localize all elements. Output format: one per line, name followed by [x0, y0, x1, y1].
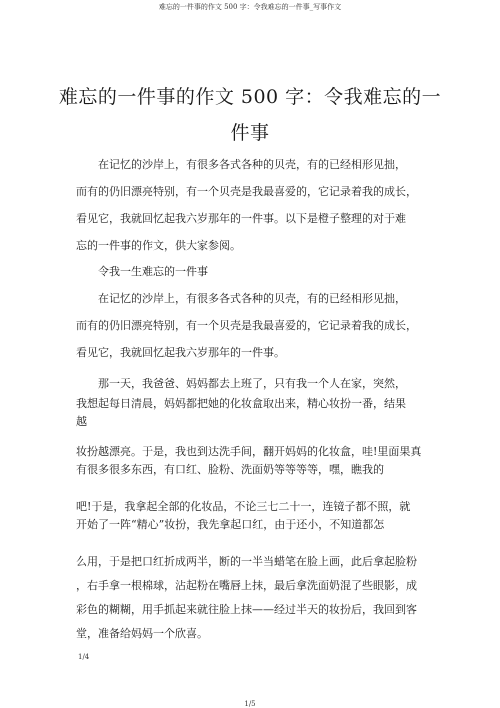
para1-line-1: 在记忆的沙岸上，有很多各式各种的贝壳，有的已经相形见拙，	[98, 292, 406, 305]
title-line-2: 件事	[230, 122, 270, 144]
intro-line-4: 忘的一件事的作文，供大家参阅。	[76, 239, 241, 252]
para1-line-2: 而有的仍旧漂亮特别，有一个贝壳是我最喜爱的，它记录着我的成长，	[76, 319, 417, 332]
para2-line-1: 那一天，我爸爸、妈妈都去上班了，只有我一个人在家，突然，	[98, 377, 406, 390]
para3-line-1: 妆扮越漂亮。于是，我也到达洗手间，翻开妈妈的化妆盒，哇!里面果真	[76, 445, 422, 458]
para5-line-3: 彩色的糊糊，用手抓起来就往脸上抹——经过半天的妆扮后，我回到客	[76, 603, 417, 616]
para2-line-3: 越	[76, 415, 87, 428]
para4-line-1: 吧!于是，我拿起全部的化妆品，不论三七二十一，连镜子都不照，就	[76, 500, 411, 513]
page-number: 1/5	[244, 700, 256, 708]
title-line-1: 难忘的一件事的作文 500 字：令我难忘的一	[58, 86, 442, 108]
para3-line-2: 有很多很多东西，有口红、脸粉、洗面奶等等等等，嘿，瞧我的	[76, 463, 384, 476]
page-header: 难忘的一件事的作文 500 字：令我难忘的一件事_写事作文	[158, 3, 342, 11]
intro-line-1: 在记忆的沙岸上，有很多各式各种的贝壳，有的已经相形见拙，	[98, 158, 406, 171]
page-marker: 1/4	[78, 653, 90, 661]
para1-line-3: 看见它，我就回忆起我六岁那年的一件事。	[76, 346, 285, 359]
para4-line-2: 开始了一阵“精心”妆扮，我先拿起口红，由于还小，不知道都怎	[76, 518, 385, 531]
para5-line-4: 堂，准备给妈妈一个欣喜。	[76, 627, 208, 640]
section-heading: 令我一生难忘的一件事	[98, 265, 208, 278]
para5-line-1: 么用，于是把口红折成两半，断的一半当蜡笔在脸上画，此后拿起脸粉	[76, 555, 417, 568]
para2-line-2: 我想起每日清晨，妈妈都把她的化妆盒取出来，精心妆扮一番，结果	[76, 397, 406, 410]
intro-line-3: 看见它，我就回忆起我六岁那年的一件事。以下是橙子整理的对于难	[76, 212, 406, 225]
intro-line-2: 而有的仍旧漂亮特别，有一个贝壳是我最喜爱的，它记录着我的成长，	[76, 185, 417, 198]
para5-line-2: ，右手拿一根棉球，沾起粉在嘴唇上抹，最后拿洗面奶混了些眼影，成	[76, 579, 417, 592]
